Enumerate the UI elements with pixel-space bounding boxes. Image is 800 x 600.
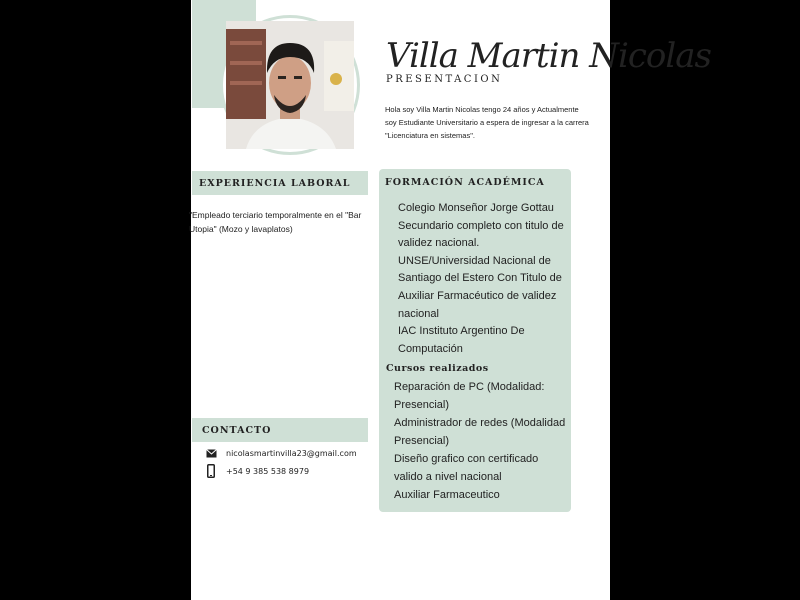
education-item: Colegio Monseñor Jorge Gottau Secundario completo con titulo de validez nacional. bbox=[398, 202, 564, 250]
presentation-heading: PRESENTACION bbox=[386, 74, 503, 85]
education-heading: FORMACIÓN ACADÉMICA bbox=[385, 177, 545, 188]
courses-list bbox=[394, 378, 568, 504]
education-item: UNSE/Universidad Nacional de Santiago del Estero Con Titulo de Auxiliar Farmacéutico de validez nacional bbox=[398, 254, 562, 320]
education-item: IAC Instituto Argentino De Computación bbox=[398, 325, 525, 355]
contact-email bbox=[204, 449, 357, 458]
phone-icon bbox=[204, 464, 218, 478]
courses-heading: Cursos realizados bbox=[386, 363, 489, 374]
resume-page bbox=[189, 0, 711, 600]
contact-phone bbox=[204, 464, 309, 478]
bio-text: Hola soy Villa Martin Nicolas tengo 24 años y Actualmente soy Estudiante Universitario a espera de ingresar a la carrera "Licenciatura en sistemas". bbox=[385, 105, 589, 140]
experience-heading: EXPERIENCIA LABORAL bbox=[192, 171, 368, 195]
email-text: nicolasmartinvilla23@gmail.com bbox=[226, 449, 357, 458]
education-panel bbox=[379, 169, 571, 512]
phone-text: +54 9 385 538 8979 bbox=[226, 466, 310, 476]
contact-heading: CONTACTO bbox=[192, 418, 368, 442]
course-item: Diseño grafico con certificado valido a nivel nacional bbox=[394, 453, 539, 483]
course-item: Reparación de PC (Modalidad: Presencial) bbox=[394, 381, 545, 411]
education-list bbox=[398, 200, 572, 358]
course-item: Auxiliar Farmaceutico bbox=[394, 489, 500, 501]
course-item: Administrador de redes (Modalidad Presencial) bbox=[394, 417, 566, 447]
experience-text: "Empleado terciario temporalmente en el "Bar Utopia" (Mozo y lavaplatos) bbox=[189, 210, 362, 234]
profile-photo bbox=[226, 21, 354, 149]
envelope-icon bbox=[204, 449, 218, 458]
resume-name: Villa Martin Nicolas bbox=[386, 36, 711, 76]
